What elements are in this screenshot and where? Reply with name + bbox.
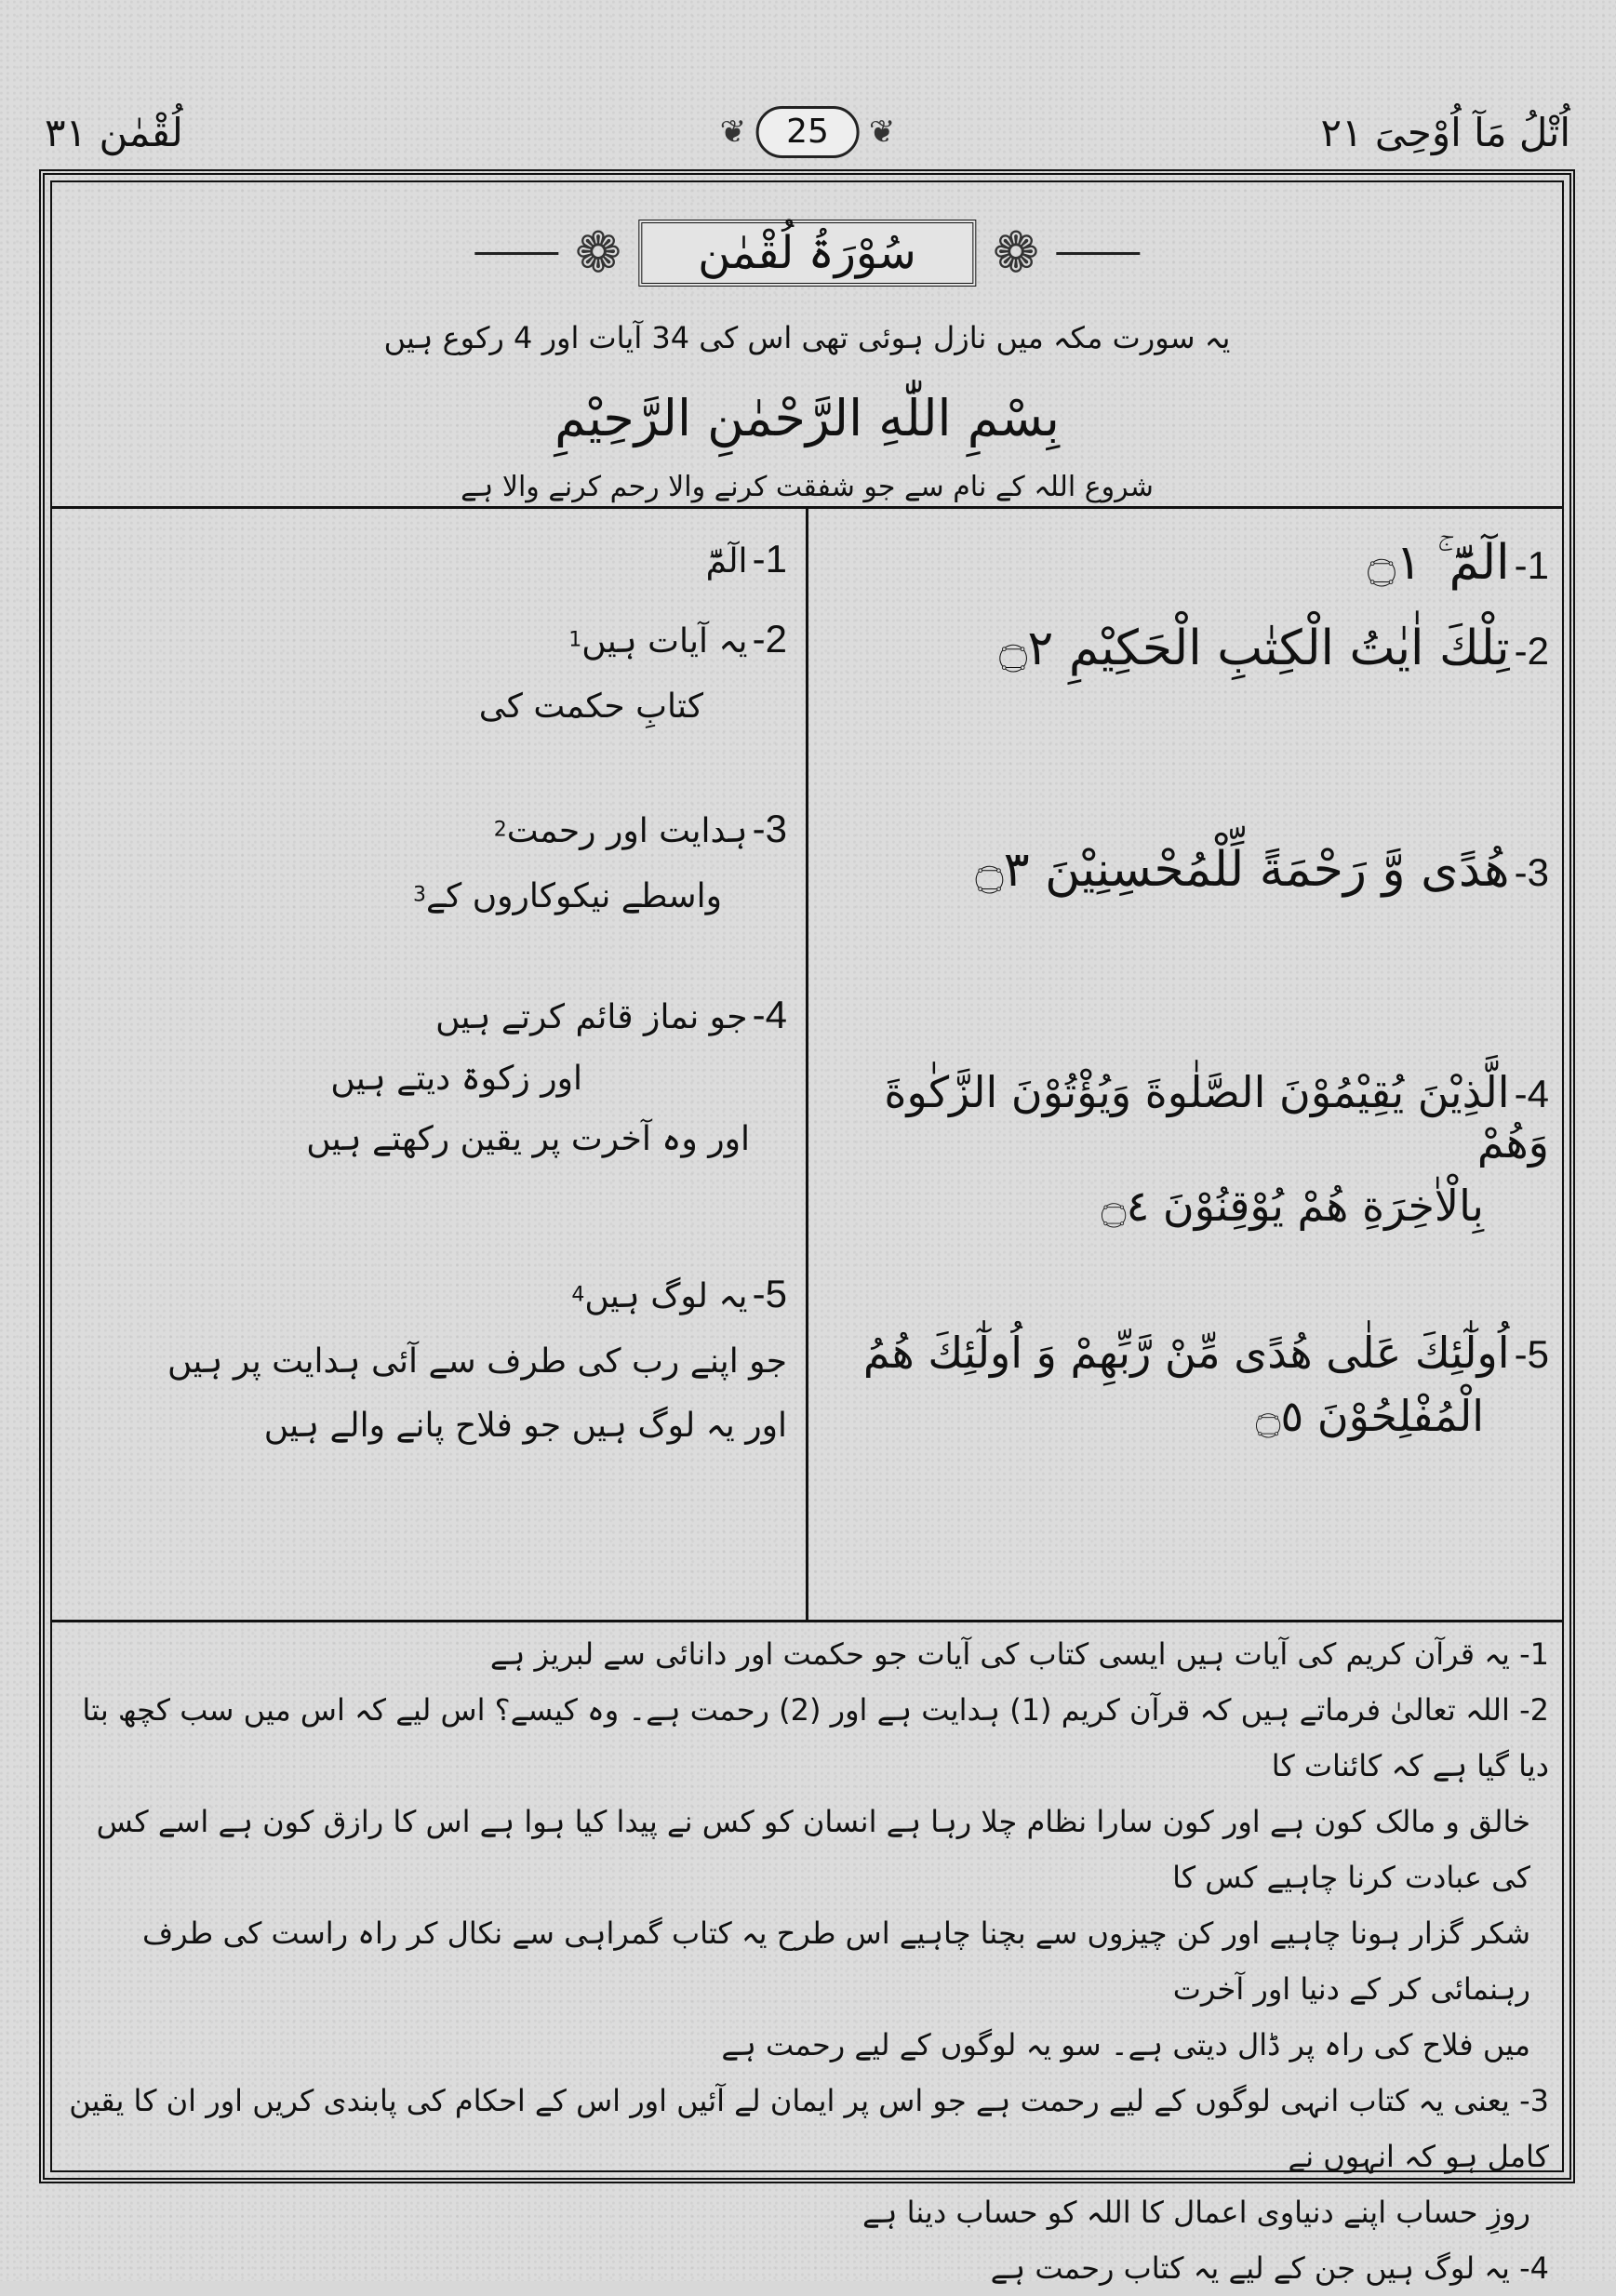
surah-info: یہ سورت مکہ میں نازل ہوئی تھی اس کی 34 آیات اور 4 رکوع ہیں bbox=[383, 320, 1231, 355]
column-divider bbox=[806, 509, 808, 1620]
page-number: 25 bbox=[755, 106, 860, 158]
arabic-verse-1: 1- الٓمّٓ ۚ ۝١ bbox=[1367, 535, 1549, 591]
footnote-2-cont: میں فلاح کی راہ پر ڈال دیتی ہے۔ سو یہ لوگوں کے لیے رحمت ہے bbox=[721, 2027, 1530, 2062]
footnote-1: 1- یہ قرآن کریم کی آیات ہیں ایسی کتاب کی آیات جو حکمت اور دانائی سے لبریز ہے bbox=[489, 1636, 1549, 1672]
arabic-verse-5: 5- اُولٰٓئِكَ عَلٰى هُدًى مِّنْ رَّبِّهِمْ وَ اُولٰٓئِكَ هُمُ الْمُفْلِحُوْنَ ۝٥ bbox=[862, 1328, 1549, 1441]
footnotes bbox=[61, 1626, 1549, 2286]
surah-name-header: لُقْمٰن ۳۱ bbox=[45, 110, 183, 155]
right-medallion-icon: ❁ bbox=[992, 220, 1040, 286]
bismillah-translation: شروع اللہ کے نام سے جو شفقت کرنے والا رحم کرنے والا ہے bbox=[461, 471, 1154, 503]
bismillah: بِسْمِ اللّٰهِ الرَّحْمٰنِ الرَّحِیْمِ bbox=[554, 389, 1060, 447]
surah-title: سُوْرَۃُ لُقْمٰن bbox=[638, 220, 976, 287]
surah-title-area bbox=[52, 182, 1562, 554]
urdu-verse-3: 3- ہدایت اور رحمت$^2$ واسطے نیکوکاروں کے$^3$ bbox=[413, 807, 787, 915]
para-name: اُتْلُ مَآ اُوْحِیَ ۲۱ bbox=[1320, 110, 1570, 155]
urdu-verse-2: 2- یہ آیات ہیں$^1$ کتابِ حکمت کی bbox=[478, 617, 787, 726]
footnote-3-cont: روزِ حساب اپنے دنیاوی اعمال کا اللہ کو حساب دینا ہے bbox=[861, 2195, 1530, 2230]
arabic-verse-4: 4- الَّذِيْنَ يُقِيْمُوْنَ الصَّلٰوةَ وَيُؤْتُوْنَ الزَّكٰوةَ وَهُمْ بِالْاٰخِرَةِ هُمْ يُوْقِنُوْنَ ۝٤ bbox=[884, 1067, 1549, 1231]
footnote-2: 2- اللہ تعالیٰ فرماتے ہیں کہ قرآن کریم (1) ہدایت ہے اور (2) رحمت ہے۔ وہ کیسے؟ اس لیے کہ اس میں سب کچھ بتا دیا گیا ہے کہ کائنات کا bbox=[82, 1692, 1549, 1783]
footnote-2-cont: شکر گزار ہونا چاہیے اور کن چیزوں سے بچنا چاہیے اس طرح یہ کتاب گمراہی سے نکال کر راہ راست کی طرف رہنمائی کر کے دنیا اور آخرت bbox=[141, 1916, 1530, 2007]
urdu-verse-4: 4- جو نماز قائم کرتے ہیں اور زکوۃ دیتے ہیں اور وہ آخرت پر یقین رکھتے ہیں bbox=[306, 993, 787, 1158]
right-flourish-icon: ❦ bbox=[868, 113, 896, 151]
footnote-4: 4- یہ لوگ ہیں جن کے لیے یہ کتاب رحمت ہے bbox=[990, 2250, 1549, 2286]
footnote-2-cont: خالق و مالک کون ہے اور کون سارا نظام چلا رہا ہے انسان کو کس نے پیدا کیا ہوا ہے اس کا رازق کون ہے اسے کس کی عبادت کرنا چاہیے کس کا bbox=[96, 1804, 1530, 1895]
page-frame bbox=[39, 169, 1575, 2286]
arabic-verse-3: 3- هُدًى وَّ رَحْمَةً لِّلْمُحْسِنِيْنَ ۝٣ bbox=[975, 842, 1549, 898]
page-number-ornament bbox=[720, 106, 896, 158]
arabic-verse-2: 2- تِلْكَ اٰيٰتُ الْكِتٰبِ الْحَكِيْمِ ۝٢ bbox=[998, 621, 1549, 676]
left-medallion-icon: ❁ bbox=[574, 220, 622, 286]
left-flourish-icon: ❦ bbox=[719, 113, 747, 151]
urdu-verse-1: 1- الٓمّٓ bbox=[705, 537, 787, 581]
urdu-verse-5: 5- یہ لوگ ہیں$^4$ جو اپنے رب کی طرف سے آئی ہدایت پر ہیں اور یہ لوگ ہیں جو فلاح پانے والے ہیں bbox=[167, 1272, 787, 1445]
page-header bbox=[45, 110, 1570, 166]
verses-table bbox=[52, 506, 1562, 1622]
footnote-3: 3- یعنی یہ کتاب انہی لوگوں کے لیے رحمت ہے جو اس پر ایمان لے آئیں اور اس کے احکام کی پابندی کریں اور ان کا یقین کامل ہو کہ انہوں نے bbox=[69, 2083, 1549, 2174]
